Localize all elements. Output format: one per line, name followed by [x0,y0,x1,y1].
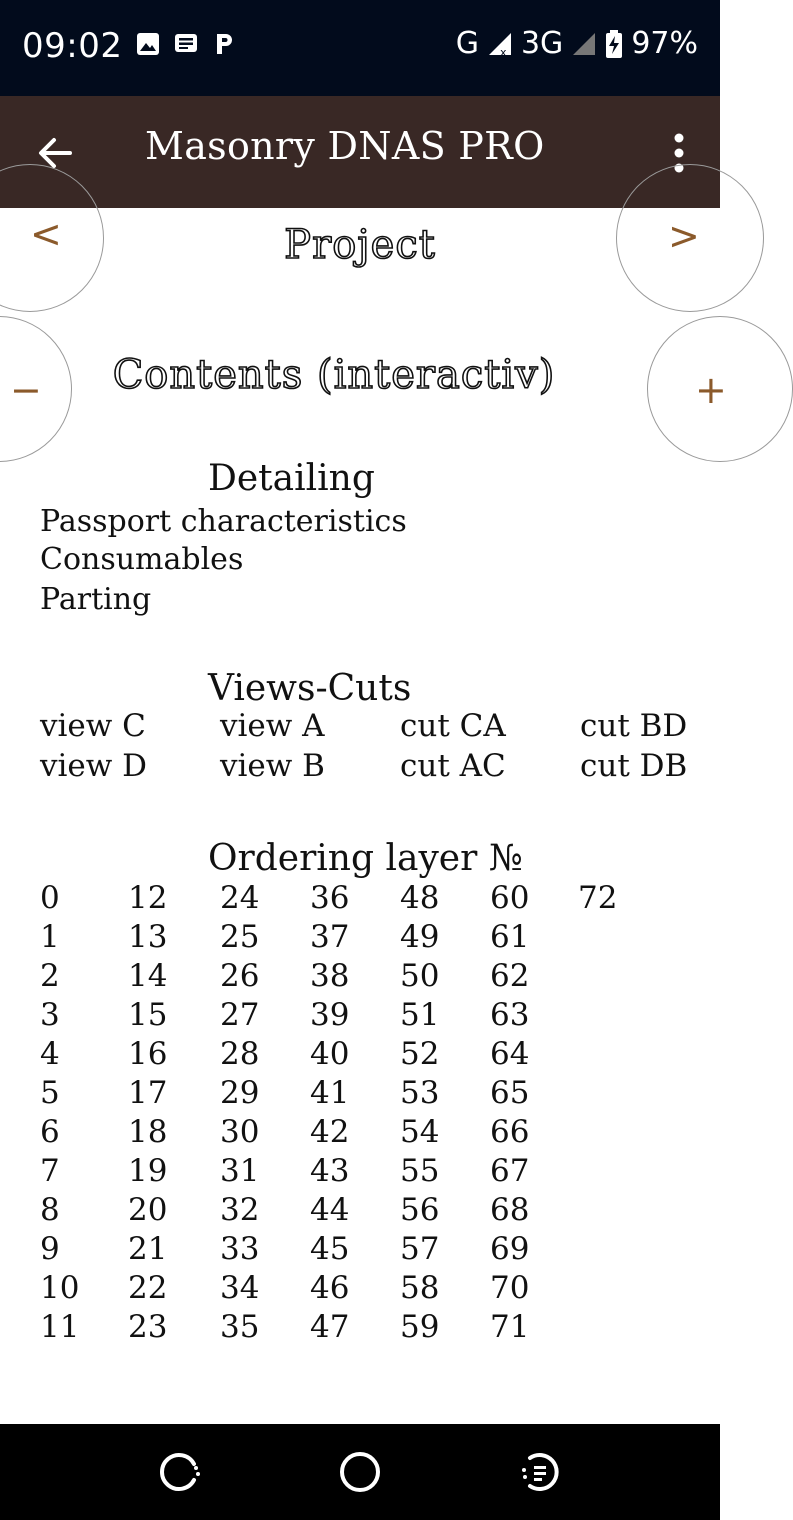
layer-number-item[interactable]: 58 [400,1270,440,1306]
layer-number-item[interactable]: 0 [40,880,60,916]
layer-number-item[interactable]: 26 [220,958,260,994]
layer-number-item[interactable]: 67 [490,1153,530,1189]
layer-number-item[interactable]: 19 [128,1153,168,1189]
layer-number-item[interactable]: 2 [40,958,60,994]
content-area [0,208,727,1424]
battery-charging-icon [605,30,623,58]
layer-number-item[interactable]: 56 [400,1192,440,1228]
ordering-heading: Ordering layer № [208,838,523,879]
views-cuts-item[interactable]: view D [40,748,148,784]
layer-number-item[interactable]: 39 [310,997,350,1033]
layer-number-item[interactable]: 20 [128,1192,168,1228]
layer-number-item[interactable]: 4 [40,1036,60,1072]
layer-number-item[interactable]: 48 [400,880,440,916]
message-icon [174,32,198,56]
app-title: Masonry DNAS PRO [145,124,545,168]
views-cuts-item[interactable]: cut CA [400,708,506,744]
layer-number-item[interactable]: 44 [310,1192,350,1228]
layer-number-item[interactable]: 7 [40,1153,60,1189]
layer-number-item[interactable]: 9 [40,1231,60,1267]
layer-number-item[interactable]: 62 [490,958,530,994]
layer-number-item[interactable]: 66 [490,1114,530,1150]
image-icon [136,32,160,56]
layer-number-item[interactable]: 43 [310,1153,350,1189]
layer-number-item[interactable]: 69 [490,1231,530,1267]
layer-number-item[interactable]: 41 [310,1075,350,1111]
signal-x-icon [487,31,513,57]
status-right [456,26,698,61]
layer-number-item[interactable]: 29 [220,1075,260,1111]
layer-number-item[interactable]: 5 [40,1075,60,1111]
layer-number-item[interactable]: 30 [220,1114,260,1150]
svg-text:x: x [499,45,507,59]
layer-number-item[interactable]: 64 [490,1036,530,1072]
layer-number-item[interactable]: 52 [400,1036,440,1072]
layer-number-item[interactable]: 28 [220,1036,260,1072]
layer-number-item[interactable]: 31 [220,1153,260,1189]
layer-number-item[interactable]: 12 [128,880,168,916]
layer-number-item[interactable]: 57 [400,1231,440,1267]
battery-percent: 97% [631,26,698,61]
layer-number-item[interactable]: 8 [40,1192,60,1228]
layer-number-item[interactable]: 72 [578,880,618,916]
views-cuts-item[interactable]: cut AC [400,748,506,784]
layer-number-item[interactable]: 63 [490,997,530,1033]
layer-number-item[interactable]: 45 [310,1231,350,1267]
layer-number-item[interactable]: 23 [128,1309,168,1345]
layer-number-item[interactable]: 59 [400,1309,440,1345]
layer-number-item[interactable]: 3 [40,997,60,1033]
detailing-heading: Detailing [208,458,375,499]
layer-number-item[interactable]: 35 [220,1309,260,1345]
layer-number-item[interactable]: 61 [490,919,530,955]
signal-icon [571,31,597,57]
layer-number-item[interactable]: 22 [128,1270,168,1306]
layer-number-item[interactable]: 13 [128,919,168,955]
layer-number-item[interactable]: 6 [40,1114,60,1150]
layer-number-item[interactable]: 21 [128,1231,168,1267]
detailing-item-passport[interactable]: Passport characteristics [40,504,407,539]
back-nav-icon [516,1448,564,1496]
project-title: Project [284,222,436,268]
layer-number-item[interactable]: 65 [490,1075,530,1111]
layer-number-item[interactable]: 54 [400,1114,440,1150]
layer-number-item[interactable]: 10 [40,1270,80,1306]
layer-number-item[interactable]: 46 [310,1270,350,1306]
status-bar [0,0,720,96]
zoom-in-symbol: + [695,368,727,412]
network-3g-label: 3G [520,26,564,61]
network-g-label: G [455,26,479,61]
views-cuts-item[interactable]: view C [40,708,146,744]
layer-number-item[interactable]: 50 [400,958,440,994]
recents-icon [156,1448,204,1496]
views-cuts-item[interactable]: view A [220,708,325,744]
layer-number-item[interactable]: 33 [220,1231,260,1267]
prev-symbol: < [30,212,62,256]
layer-number-item[interactable]: 38 [310,958,350,994]
layer-number-item[interactable]: 42 [310,1114,350,1150]
views-cuts-item[interactable]: cut DB [580,748,688,784]
layer-number-item[interactable]: 34 [220,1270,260,1306]
layer-number-item[interactable]: 53 [400,1075,440,1111]
layer-number-item[interactable]: 1 [40,919,60,955]
contents-title: Contents (interactiv) [112,352,556,398]
layer-number-item[interactable]: 60 [490,880,530,916]
parking-icon [212,32,236,56]
layer-number-item[interactable]: 32 [220,1192,260,1228]
home-button[interactable] [336,1448,384,1496]
detailing-item-parting[interactable]: Parting [40,582,152,617]
layer-number-item[interactable]: 16 [128,1036,168,1072]
layer-number-item[interactable]: 37 [310,919,350,955]
layer-number-item[interactable]: 27 [220,997,260,1033]
navigation-bar [0,1424,720,1520]
layer-number-item[interactable]: 36 [310,880,350,916]
layer-number-item[interactable]: 15 [128,997,168,1033]
layer-number-item[interactable]: 68 [490,1192,530,1228]
layer-number-item[interactable]: 51 [400,997,440,1033]
app-bar [0,96,720,208]
layer-number-item[interactable]: 24 [220,880,260,916]
detailing-item-consumables[interactable]: Consumables [40,542,244,577]
recents-button[interactable] [156,1448,204,1496]
layer-number-item[interactable]: 47 [310,1309,350,1345]
layer-number-item[interactable]: 14 [128,958,168,994]
views-cuts-item[interactable]: view B [220,748,325,784]
layer-number-item[interactable]: 55 [400,1153,440,1189]
layer-number-item[interactable]: 25 [220,919,260,955]
layer-number-item[interactable]: 11 [40,1309,80,1345]
zoom-out-symbol: − [10,368,42,412]
next-symbol: > [668,214,700,258]
layer-number-item[interactable]: 71 [490,1309,530,1345]
layer-number-item[interactable]: 18 [128,1114,168,1150]
back-nav-button[interactable] [516,1448,564,1496]
status-time: 09:02 [22,26,123,66]
layer-number-item[interactable]: 40 [310,1036,350,1072]
status-notifications [136,32,236,56]
views-cuts-heading: Views-Cuts [208,668,412,709]
home-circle-icon [336,1448,384,1496]
layer-number-item[interactable]: 49 [400,919,440,955]
views-cuts-item[interactable]: cut BD [580,708,688,744]
layer-number-item[interactable]: 17 [128,1075,168,1111]
layer-number-item[interactable]: 70 [490,1270,530,1306]
